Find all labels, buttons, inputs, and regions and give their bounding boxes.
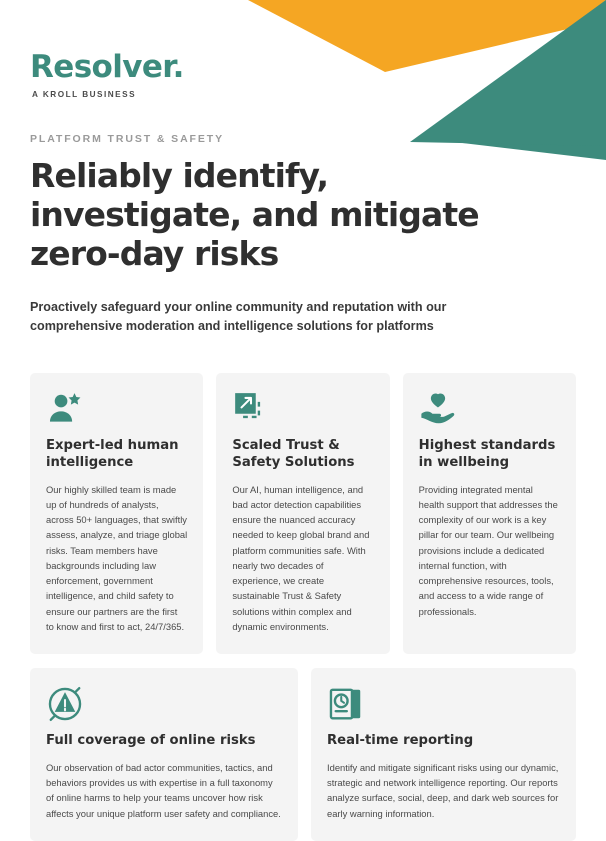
feature-card-body: Our highly skilled team is made up of hundreds of analysts, across 50+ languages, that swiftly assess, analyze, and triage global risks. Team members have backgrounds including law enforcement, government intelligence, and child safety to ensure our partners are the first to know and first to act, 24/7/365. bbox=[46, 483, 188, 632]
feature-card bbox=[403, 373, 576, 654]
feature-card-title: Full coverage of online risks bbox=[46, 732, 256, 748]
feature-card-body: Identify and mitigate significant risks using our dynamic, strategic and network intelligence reporting. Our reports analyze surface, social, deep, and dark web sources for early warning information. bbox=[327, 761, 559, 819]
person-star-icon bbox=[46, 390, 187, 430]
eyebrow-label: PLATFORM TRUST & SAFETY bbox=[30, 133, 224, 145]
page-title: Reliably identify, investigate, and mitigate zero-day risks bbox=[30, 156, 479, 273]
feature-card-title: Expert-led human intelligence bbox=[46, 437, 179, 470]
feature-card-title: Highest standards in wellbeing bbox=[418, 437, 556, 470]
feature-card-title: Real-time reporting bbox=[327, 732, 474, 748]
feature-card-body: Our AI, human intelligence, and bad actor detection capabilities ensure the nuanced accuracy needed to keep global brand and platform communities safe. With nearly two decades of experience, we create sustainable Trust & Safety solutions within complex and dynamic environments. bbox=[232, 483, 370, 632]
clock-report-icon bbox=[327, 685, 560, 725]
feature-card bbox=[216, 373, 389, 654]
alert-shield-icon bbox=[46, 685, 282, 725]
feature-card-title: Scaled Trust & Safety Solutions bbox=[232, 437, 355, 470]
logo-tagline: A KROLL BUSINESS bbox=[32, 90, 137, 99]
logo-wordmark: Resolver. bbox=[30, 49, 184, 85]
expand-arrow-icon bbox=[232, 390, 373, 430]
heart-in-hand-icon bbox=[419, 390, 560, 430]
feature-card-body: Our observation of bad actor communities, tactics, and behaviors provides us with expertise in a full taxonomy of online harms to help your teams uncover how risk affects your unique platform user safety and compliance. bbox=[46, 761, 281, 819]
feature-card-row-one bbox=[30, 373, 576, 654]
feature-card-body: Providing integrated mental health support that addresses the complexity of our work is a key pillar for our team. Our wellbeing provisions include a dedicated internal function, with comprehensive resources, tools, and access to a wide range of professionals. bbox=[418, 483, 558, 617]
feature-card bbox=[30, 668, 298, 841]
page-subhead: Proactively safeguard your online community and reputation with our comprehensive moderation and intelligence solutions for platforms bbox=[30, 299, 447, 334]
feature-card bbox=[311, 668, 576, 841]
feature-card-row-two bbox=[30, 668, 576, 841]
feature-card bbox=[30, 373, 203, 654]
brand-logo bbox=[30, 0, 576, 99]
